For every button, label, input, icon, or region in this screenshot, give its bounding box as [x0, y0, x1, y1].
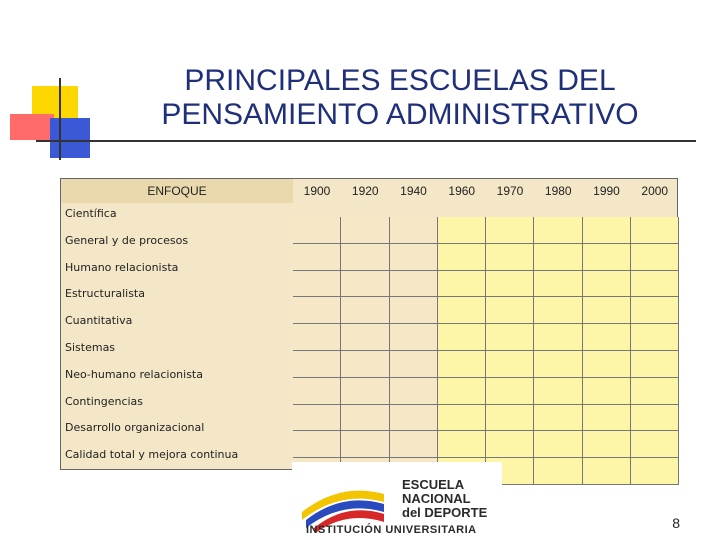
table-cell [293, 271, 341, 298]
table-cell [534, 217, 582, 244]
table-cell [438, 244, 486, 271]
table-cell [341, 271, 389, 298]
table-cell [341, 324, 389, 351]
table-cell [534, 351, 582, 378]
table-cell [293, 378, 341, 405]
table-cell [438, 324, 486, 351]
table-cell [631, 378, 679, 405]
table-cell [583, 271, 631, 298]
table-cell [341, 351, 389, 378]
table-cell [438, 271, 486, 298]
row-label: Científica [65, 207, 117, 220]
table-cell [293, 217, 341, 244]
table-cell [438, 431, 486, 458]
table-cell [534, 271, 582, 298]
decor-vertical-line [59, 78, 61, 160]
table-cell [486, 244, 534, 271]
schools-table [60, 178, 678, 470]
table-cell [486, 297, 534, 324]
row-label: Desarrollo organizacional [65, 421, 205, 435]
table-cell [631, 458, 679, 485]
header-year: 1980 [544, 184, 572, 198]
table-cell [390, 431, 438, 458]
table-cell [438, 297, 486, 324]
table-cell [486, 378, 534, 405]
table-cell [390, 217, 438, 244]
slide-title-line1: PRINCIPALES ESCUELAS DEL [184, 64, 616, 97]
row-label: General y de procesos [65, 233, 189, 247]
table-cell [534, 244, 582, 271]
table-cell [293, 431, 341, 458]
logo-line2: NACIONAL [402, 491, 471, 506]
row-label: Humano relacionista [65, 260, 179, 274]
row-label: Contingencias [65, 394, 144, 408]
header-year: 1990 [593, 184, 620, 198]
table-cell [390, 297, 438, 324]
row-label: Neo-humano relacionista [65, 367, 203, 381]
table-cell [583, 431, 631, 458]
header-year: 1920 [351, 184, 379, 198]
table-cell [486, 217, 534, 244]
table-cell [583, 217, 631, 244]
table-cell [631, 431, 679, 458]
header-enfoque: ENFOQUE [61, 179, 293, 203]
table-cell [341, 378, 389, 405]
table-cell [390, 324, 438, 351]
slide-title-line2: PENSAMIENTO ADMINISTRATIVO [161, 98, 639, 131]
table-cell [583, 297, 631, 324]
table-cell [293, 244, 341, 271]
table-cell [583, 378, 631, 405]
table-cell [293, 297, 341, 324]
table-cell [341, 297, 389, 324]
table-cell [534, 431, 582, 458]
school-logo [292, 462, 502, 540]
table-cell [293, 324, 341, 351]
decor-horizontal-line [36, 140, 696, 142]
table-cell [438, 351, 486, 378]
table-cell [390, 244, 438, 271]
header-year: 1900 [303, 184, 331, 198]
table-cell [631, 324, 679, 351]
slide-title [100, 64, 700, 132]
row-label: Calidad total y mejora continua [65, 448, 239, 462]
table-cell [631, 297, 679, 324]
table-cell [390, 378, 438, 405]
header-year: 1960 [448, 184, 476, 198]
table-cell [438, 217, 486, 244]
logo-subtitle: INSTITUCIÓN UNIVERSITARIA [306, 524, 477, 536]
table-cell [583, 458, 631, 485]
header-year: 1970 [496, 184, 524, 198]
table-cell [534, 324, 582, 351]
row-label: Estructuralista [65, 287, 145, 301]
table-cell [631, 244, 679, 271]
table-cell [534, 297, 582, 324]
table-cell [341, 405, 389, 432]
table-cell [486, 324, 534, 351]
table-cell [486, 351, 534, 378]
table-cell [631, 405, 679, 432]
table-cell [631, 351, 679, 378]
header-year: 2000 [641, 184, 669, 198]
logo-line3: del DEPORTE [402, 505, 488, 520]
table-cell [438, 378, 486, 405]
decor-blue-block [50, 118, 90, 158]
table-cell [631, 271, 679, 298]
table-cell [534, 378, 582, 405]
table-cell [486, 431, 534, 458]
row-label: Cuantitativa [65, 314, 133, 328]
table-cell [341, 217, 389, 244]
table-cell [583, 405, 631, 432]
decor-red-block [10, 114, 54, 140]
table-cell [583, 351, 631, 378]
table-cell [534, 405, 582, 432]
table-cell [293, 405, 341, 432]
page-number: 8 [672, 515, 680, 531]
row-label: Sistemas [65, 341, 116, 354]
table-cell [390, 351, 438, 378]
logo-line1: ESCUELA [402, 477, 465, 492]
table-cell [341, 431, 389, 458]
table-cell [631, 217, 679, 244]
table-cell [486, 271, 534, 298]
table-cell [534, 458, 582, 485]
logo-text [402, 478, 487, 520]
table-cell [438, 405, 486, 432]
table-cell [583, 244, 631, 271]
header-year: 1940 [400, 184, 427, 198]
table-cell [390, 405, 438, 432]
logo-bars-icon [300, 472, 386, 532]
table-cell [390, 271, 438, 298]
table-cell [293, 351, 341, 378]
table-cell [583, 324, 631, 351]
table-cell [486, 405, 534, 432]
table-cell [341, 244, 389, 271]
